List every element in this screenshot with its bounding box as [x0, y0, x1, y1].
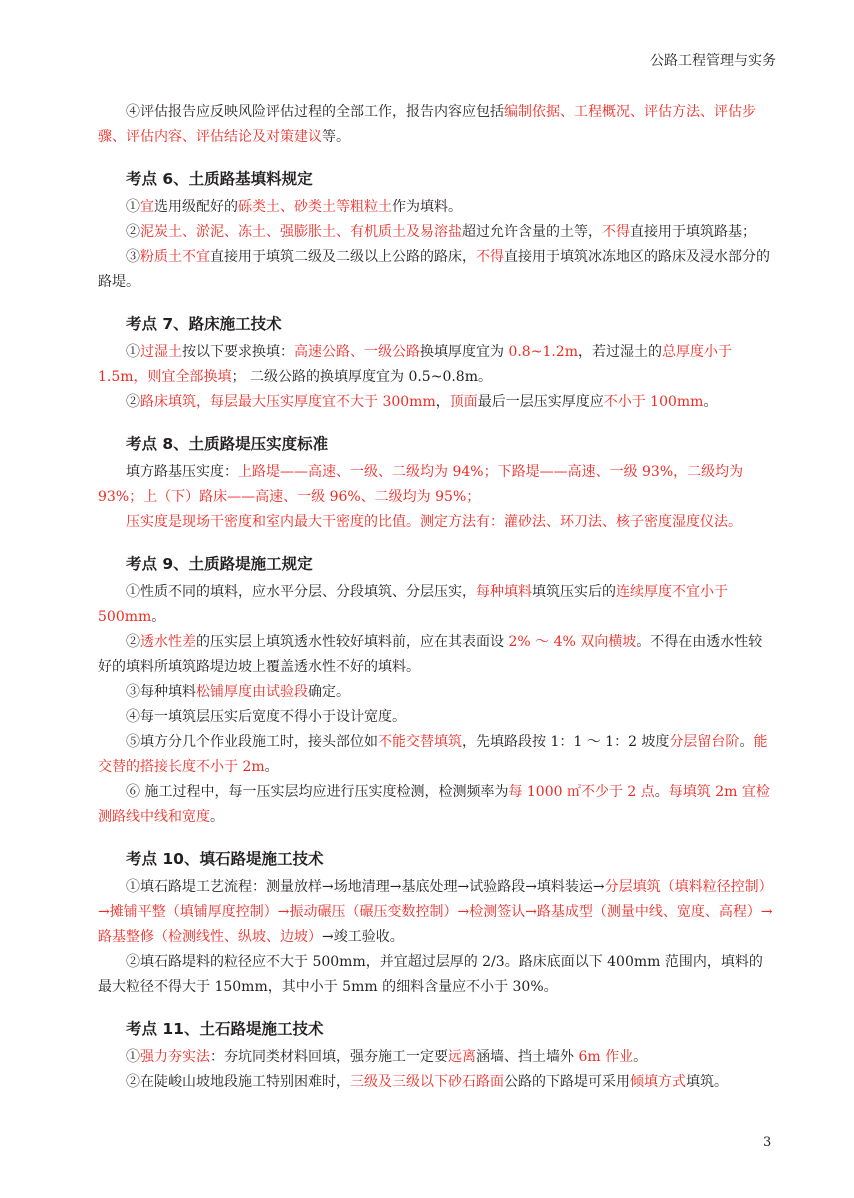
body-text: 。	[210, 809, 224, 825]
highlighted-text: 上路堤——高速、一级、二级均为 94%；下路堤——高速、一级 93%，二级均为 93%；上（下）路床——高速、一级 96%、二级均为 95%；	[98, 464, 744, 505]
highlighted-text: 每 1000 ㎡不少于 2 点	[508, 784, 655, 800]
section-heading: 考点 7、路床施工技术	[126, 315, 282, 333]
paragraph	[98, 1070, 774, 1095]
body-text: 。不得在由透水性较好的填料所填筑路堤边坡上覆盖透水性不好的填料。	[98, 634, 763, 675]
body-text: 等。	[322, 129, 350, 145]
body-text: ，先填路段按 1：1 ～ 1：2 坡度	[462, 734, 670, 750]
body-text: 。	[654, 784, 669, 800]
highlighted-text: 砾类土、砂类土等粗粒土	[238, 199, 392, 215]
highlighted-text: 路床填筑，每层最大压实厚度宜不大于 300mm	[140, 394, 436, 410]
highlighted-text: 总厚度小于 1.5m，则宜全部换填	[98, 344, 732, 385]
body-text: 确定。	[308, 684, 350, 700]
body-text: ①	[126, 344, 140, 360]
body-text: ③	[126, 249, 140, 265]
paragraph	[98, 680, 774, 705]
paragraph	[98, 510, 774, 535]
highlighted-text: 宜	[140, 199, 154, 215]
body-text: 。	[151, 609, 166, 625]
body-text: 。	[633, 1049, 648, 1065]
paragraph	[98, 195, 774, 220]
paragraph	[98, 780, 774, 830]
body-text: 的压实层上填筑透水性较好填料前，应在其表面设	[196, 634, 509, 650]
paragraph	[98, 1045, 774, 1070]
body-text: 换填厚度宜为	[420, 344, 509, 360]
paragraph	[98, 630, 774, 680]
running-header: 公路工程管理与实务	[650, 53, 776, 69]
body-text: ，若过湿土的	[578, 344, 662, 360]
body-text: 公路的下路堤可采用	[504, 1074, 630, 1090]
body-text: 直接用于填筑路基；	[630, 224, 756, 240]
section-heading: 考点 10、填石路堤施工技术	[126, 850, 324, 868]
body-text: 。	[739, 734, 754, 750]
section-heading: 考点 9、土质路堤施工规定	[126, 555, 313, 573]
highlighted-text: 0.8~1.2m	[508, 344, 578, 360]
section-heading: 考点 6、土质路基填料规定	[126, 170, 313, 188]
body-text: ①	[126, 1049, 140, 1065]
body-text: 填方路基压实度：	[126, 464, 238, 480]
body-text: 填筑。	[686, 1074, 728, 1090]
highlighted-text: 强力夯实法	[140, 1049, 210, 1065]
body-text: ②	[126, 394, 140, 410]
body-text: ②填石路堤料的粒径应不大于 500mm，并宜超过层厚的 2/3。路床底面以下 400mm 范围内，填料的最大粒径不得大于 150mm，其中小于 5mm 的细料含量应不小于 30%。	[98, 954, 763, 995]
highlighted-text: 能交替的搭接长度不小于 2m	[98, 734, 768, 775]
highlighted-text: 远离	[448, 1049, 476, 1065]
body-text: ③每种填料	[126, 684, 196, 700]
paragraph	[98, 390, 774, 415]
paragraph	[98, 100, 774, 150]
paragraph	[98, 950, 774, 1000]
body-text: ：夯坑同类材料回填，强夯施工一定要	[210, 1049, 448, 1065]
section-heading: 考点 8、土质路堤压实度标准	[126, 435, 329, 453]
highlighted-text: 松铺厚度由试验段	[196, 684, 308, 700]
page-number: 3	[763, 1135, 772, 1150]
highlighted-text: 顶面	[449, 394, 478, 410]
body-text: 直接用于填筑二级及二级以上公路的路床，	[210, 249, 476, 265]
highlighted-text: 过湿土	[140, 344, 182, 360]
highlighted-text: 透水性差	[140, 634, 196, 650]
body-text: ②在陡峻山坡地段施工特别困难时，	[126, 1074, 350, 1090]
body-text: ①性质不同的填料，应水平分层、分段填筑、分层压实，	[126, 584, 476, 600]
paragraph	[98, 460, 774, 510]
body-text: ； 二级公路的换填厚度宜为 0.5~0.8m。	[231, 369, 492, 385]
body-text: ①填石路堤工艺流程：测量放样→场地清理→基底处理→试验路段→填料装运→	[126, 879, 605, 895]
highlighted-text: 不得	[602, 224, 630, 240]
highlighted-text: 泥炭土、淤泥、冻土、强膨胀土、有机质土及易溶盐	[140, 224, 462, 240]
paragraph	[98, 245, 774, 295]
paragraph	[98, 705, 774, 730]
body-text: →竣工验收。	[322, 929, 404, 945]
paragraph	[98, 875, 774, 950]
body-text: 按以下要求换填：	[182, 344, 294, 360]
highlighted-text: 6m 作业	[578, 1049, 634, 1065]
highlighted-text: 每种填料	[476, 584, 532, 600]
highlighted-text: 不能交替填筑	[378, 734, 462, 750]
highlighted-text: 连续厚度不宜小于 500mm	[98, 584, 728, 625]
highlighted-text: 分层填筑（填料粒径控制）→摊铺平整（填铺厚度控制）→振动碾压（碾压变数控制）→检测签认→路基成型（测量中线、宽度、高程）→路基整修（检测线性、纵坡、边坡）	[98, 879, 773, 945]
body-text: 。	[264, 759, 279, 775]
body-text: 涵墙、挡土墙外	[476, 1049, 579, 1065]
highlighted-text: 2% ～ 4% 双向横坡	[508, 634, 637, 650]
body-text: ⑤填方分几个作业段施工时，接头部位如	[126, 734, 378, 750]
paragraph	[98, 730, 774, 780]
highlighted-text: 倾填方式	[630, 1074, 686, 1090]
highlighted-text: 压实度是现场干密度和室内最大干密度的比值。测定方法有：灌砂法、环刀法、核子密度湿度仪法。	[126, 514, 742, 530]
body-text: 直接用于填筑冰冻地区的路床及浸水部分的路堤。	[98, 249, 770, 290]
highlighted-text: 三级及三级以下砂石路面	[350, 1074, 504, 1090]
body-text: ②	[126, 634, 140, 650]
body-text: ，	[435, 394, 450, 410]
section-heading: 考点 11、土石路堤施工技术	[126, 1020, 324, 1038]
paragraph	[98, 220, 774, 245]
paragraph	[98, 340, 774, 390]
body-text: ⑥ 施工过程中，每一压实层均应进行压实度检测，检测频率为	[126, 784, 509, 800]
paragraph	[98, 580, 774, 630]
highlighted-text: 粉质土不宜	[140, 249, 210, 265]
highlighted-text: 高速公路、一级公路	[294, 344, 420, 360]
highlighted-text: 不小于 100mm	[603, 394, 704, 410]
body-text: ①	[126, 199, 140, 215]
document-body	[98, 100, 774, 1095]
body-text: ②	[126, 224, 140, 240]
body-text: ④评估报告应反映风险评估过程的全部工作，报告内容应包括	[126, 104, 504, 120]
body-text: ④每一填筑层压实后宽度不得小于设计宽度。	[126, 709, 406, 725]
highlighted-text: 编制依据、工程概况、评估方法、评估步骤、评估内容、评估结论及对策建议	[98, 104, 756, 145]
body-text: 超过允许含量的土等，	[462, 224, 602, 240]
body-text: 选用级配好的	[154, 199, 238, 215]
body-text: 填筑压实后的	[532, 584, 616, 600]
body-text: 。	[703, 394, 718, 410]
body-text: 作为填料。	[392, 199, 462, 215]
highlighted-text: 分层留台阶	[669, 734, 740, 750]
highlighted-text: 不得	[476, 249, 504, 265]
body-text: 最后一层压实厚度应	[477, 394, 604, 410]
highlighted-text: 每填筑 2m 宜检测路线中线和宽度	[98, 784, 770, 825]
